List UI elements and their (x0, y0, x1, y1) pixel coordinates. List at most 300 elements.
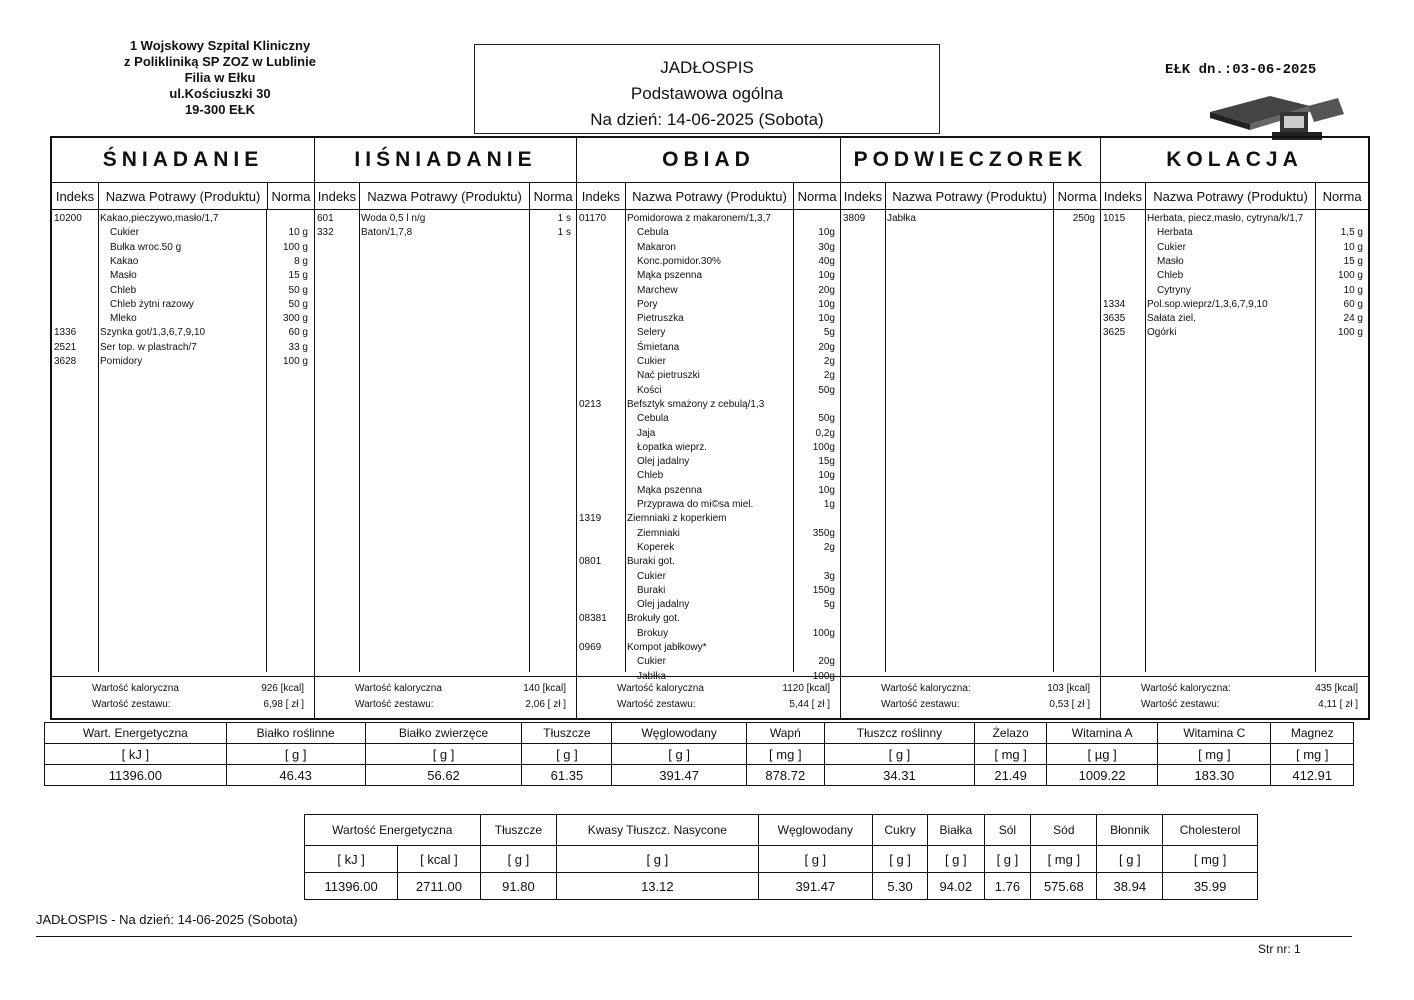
nutrition-cell: [ g ] (480, 846, 557, 873)
hospital-line: 19-300 EŁK (184, 102, 256, 117)
item-index: 0213 (579, 398, 602, 410)
nutrition-cell: [ g ] (1097, 846, 1163, 873)
menu-item-row (577, 312, 840, 326)
menu-item-row (577, 412, 840, 426)
nutrition-cell: [ g ] (612, 744, 747, 765)
item-norm: 10g (818, 270, 835, 282)
item-norm: 24 g (1343, 313, 1363, 325)
item-norm: 60 g (288, 327, 308, 339)
item-name: Mleko (110, 313, 137, 325)
item-name: Masło (110, 270, 137, 282)
meal-summary (52, 676, 314, 719)
menu-item-row (577, 455, 840, 469)
nutrition-cell: Wartość Energetyczna (305, 815, 481, 846)
nutrition-cell: [ g ] (365, 744, 522, 765)
nutrition-row-headers (45, 723, 1354, 744)
column-header-index: Indeks (577, 183, 626, 209)
menu-item-row (577, 241, 840, 255)
meal-title: PODWIECZOREK (841, 138, 1100, 183)
summary-value: 1120 [kcal] (782, 683, 830, 694)
meal-title: OBIAD (577, 138, 840, 183)
item-norm: 5g (823, 327, 835, 339)
item-name: Ogórki (1147, 327, 1177, 339)
nutrition-cell: 34.31 (824, 765, 975, 786)
menu-item-row (577, 627, 840, 641)
menu-item-row (577, 427, 840, 441)
menu-item-row (577, 341, 840, 355)
item-norm: 8 g (294, 255, 308, 267)
menu-item-row (577, 284, 840, 298)
item-index: 08381 (579, 613, 607, 625)
nutrition-cell: [ mg ] (1031, 846, 1097, 873)
item-index: 2521 (54, 341, 77, 353)
item-norm: 50 g (288, 284, 308, 296)
summary-value: 926 [kcal] (261, 683, 304, 694)
item-norm: 10g (818, 298, 835, 310)
nutrition-cell: Tłuszcze (522, 723, 612, 744)
hospital-line: z Polikliniką SP ZOZ w Lublinie (124, 54, 316, 69)
item-norm: 20g (818, 656, 835, 668)
column-header-norm: Norma (1322, 188, 1362, 204)
item-norm: 10g (818, 313, 835, 325)
summary-value: 0,53 [ zł ] (1049, 699, 1090, 710)
nutrition-cell: Wapń (746, 723, 824, 744)
nutrition-cell: 2711.00 (398, 873, 480, 900)
meal-items (841, 210, 1100, 672)
summary-label: Wartość kaloryczna (92, 683, 179, 694)
meal-items (1101, 210, 1368, 672)
item-name: Cebula (637, 413, 669, 425)
nutrition-cell: 183.30 (1158, 765, 1271, 786)
menu-item-row (577, 655, 840, 669)
nutrition-cell: Witamina C (1158, 723, 1271, 744)
menu-item-row (577, 512, 840, 526)
item-name: Cukier (637, 570, 666, 582)
item-norm: 15 g (1343, 255, 1363, 267)
meal-title: IIŚNIADANIE (315, 138, 576, 183)
menu-item-row (577, 612, 840, 626)
item-name: Pory (637, 298, 658, 310)
meal-summary (315, 676, 576, 719)
page-number: Str nr: 1 (1258, 942, 1301, 956)
item-norm: 100 g (1337, 327, 1363, 339)
item-index: 601 (317, 213, 334, 224)
nutrition-cell: 61.35 (522, 765, 612, 786)
meal-summary (577, 676, 840, 719)
item-name: Marchew (637, 284, 678, 296)
meal-column-kolacja (1100, 138, 1368, 718)
meal-column-ii-sniadanie (314, 138, 576, 718)
item-name: Cukier (1157, 241, 1186, 253)
item-name: Pomidorowa z makaronem/1,3,7 (627, 213, 771, 224)
column-divider (529, 210, 530, 672)
column-header-norm: Norma (797, 188, 837, 204)
nutrition-cell: 878.72 (746, 765, 824, 786)
item-norm: 3g (823, 570, 835, 582)
item-name: Cytryny (1157, 284, 1191, 296)
menu-date: Na dzień: 14-06-2025 (Sobota) (590, 110, 824, 129)
item-norm: 50 g (288, 298, 308, 310)
menu-item-row (577, 584, 840, 598)
nutrition-cell: 46.43 (226, 765, 365, 786)
menu-item-row (577, 369, 840, 383)
item-norm: 350g (812, 527, 835, 539)
nutrition-cell: 5.30 (873, 873, 928, 900)
diet-name: Podstawowa ogólna (630, 84, 784, 103)
item-name: Cukier (637, 656, 666, 668)
nutrition-cell: Sól (984, 815, 1031, 846)
summary-value: 140 [kcal] (523, 683, 566, 694)
menu-item-row (577, 298, 840, 312)
nutrition-cell: [ kJ ] (45, 744, 227, 765)
footer-title: JADŁOSPIS - Na dzień: 14-06-2025 (Sobota) (36, 912, 298, 927)
item-norm: 1 s (557, 213, 571, 224)
nutrition-cell: [ mg ] (1158, 744, 1271, 765)
nutrition-cell: 1.76 (984, 873, 1031, 900)
menu-item-row (1101, 255, 1368, 269)
item-index: 1319 (579, 513, 602, 525)
item-norm: 2g (823, 541, 835, 553)
summary-label: Wartość zestawu: (617, 699, 696, 710)
menu-item-row (1101, 284, 1368, 298)
nutrition-cell: Białko roślinne (226, 723, 365, 744)
item-name: Jaja (637, 427, 656, 439)
title-box (474, 44, 940, 134)
item-name: Befsztyk smażony z cebulą/1,3 (627, 398, 765, 410)
nutrition-cell: [ g ] (984, 846, 1031, 873)
column-divider (1053, 210, 1054, 672)
menu-item-row (52, 341, 314, 355)
menu-grid (50, 136, 1370, 720)
item-norm: 10 g (288, 227, 308, 239)
column-headers (1101, 183, 1368, 210)
menu-item-row (1101, 212, 1368, 226)
nutrition-cell: [ mg ] (1163, 846, 1258, 873)
item-norm: 2g (823, 370, 835, 382)
meal-items (315, 210, 576, 672)
meal-column-obiad (576, 138, 840, 718)
item-norm: 100g (812, 441, 835, 453)
item-index: 3625 (1103, 327, 1126, 339)
item-norm: 100 g (282, 356, 308, 367)
item-index: 1334 (1103, 298, 1126, 310)
nutrition-cell: [ µg ] (1047, 744, 1158, 765)
item-name: Olej jadalny (637, 599, 690, 611)
item-name: Chleb (637, 470, 664, 482)
item-name: Brokuły got. (627, 613, 680, 625)
menu-item-row (52, 326, 314, 340)
summary-label: Wartość kaloryczna: (881, 683, 971, 694)
item-name: Ziemniaki z koperkiem (627, 513, 727, 525)
item-name: Łopatka wieprz. (637, 441, 708, 453)
nutrition-cell: 391.47 (758, 873, 873, 900)
nutrition-cell: [ g ] (824, 744, 975, 765)
column-header-index: Indeks (1101, 183, 1146, 209)
item-name: Konc.pomidor.30% (637, 255, 721, 267)
nutrition-cell: Witamina A (1047, 723, 1158, 744)
item-norm: 10 g (1343, 284, 1363, 296)
menu-item-row (577, 527, 840, 541)
item-name: Śmietana (637, 341, 680, 353)
item-norm: 20g (818, 341, 835, 353)
column-header-norm: Norma (533, 188, 573, 204)
column-headers (52, 183, 314, 210)
nutrition-row-values (305, 873, 1258, 900)
item-name: Ziemniaki (637, 527, 680, 539)
item-name: Kompot jabłkowy* (627, 642, 707, 653)
summary-value: 6,98 [ zł ] (263, 699, 304, 710)
column-divider (885, 210, 886, 672)
item-name: Buraki (637, 584, 666, 596)
summary-label: Wartość zestawu: (1141, 699, 1220, 710)
item-index: 0969 (579, 642, 602, 653)
menu-item-row (52, 355, 314, 369)
item-norm: 10g (818, 227, 835, 239)
item-name: Mąka pszenna (637, 484, 703, 496)
menu-item-row (52, 255, 314, 269)
menu-item-row (577, 555, 840, 569)
hospital-address (90, 38, 350, 118)
summary-label: Wartość kaloryczna: (1141, 683, 1231, 694)
nutrition-cell: Białka (927, 815, 984, 846)
nutrition-cell: Cholesterol (1163, 815, 1258, 846)
menu-item-row (1101, 298, 1368, 312)
item-name: Szynka got/1,3,6,7,9,10 (100, 327, 206, 339)
menu-item-row (1101, 326, 1368, 340)
menu-item-row (52, 298, 314, 312)
item-index: 01170 (579, 213, 607, 224)
column-header-index: Indeks (841, 183, 886, 209)
menu-item-row (1101, 312, 1368, 326)
item-index: 3809 (843, 213, 866, 224)
menu-item-row (52, 212, 314, 226)
nutrition-row-values (45, 765, 1354, 786)
item-norm: 33 g (288, 341, 308, 353)
item-name: Przyprawa do mi©sa miel. (637, 499, 754, 510)
column-header-name: Nazwa Potrawy (Produktu) (626, 183, 794, 209)
nutrition-cell: [ mg ] (1271, 744, 1354, 765)
nutrition-cell: 13.12 (557, 873, 758, 900)
nutrition-cell: Sód (1031, 815, 1097, 846)
item-norm: 150g (812, 584, 835, 596)
hospital-line: ul.Kościuszki 30 (169, 86, 271, 101)
item-norm: 100g (812, 670, 835, 682)
item-norm: 2g (823, 356, 835, 367)
column-headers (577, 183, 840, 210)
item-norm: 250g (1072, 213, 1095, 224)
item-norm: 50g (818, 384, 835, 396)
column-header-index: Indeks (315, 183, 360, 209)
footer-divider (36, 936, 1352, 937)
nutrition-row-headers (305, 815, 1258, 846)
nutrition-cell: 91.80 (480, 873, 557, 900)
nutrition-cell: Tłuszcz roślinny (824, 723, 975, 744)
nutrition-cell: 11396.00 (45, 765, 227, 786)
menu-item-row (1101, 269, 1368, 283)
item-name: Selery (637, 327, 666, 339)
summary-label: Wartość zestawu: (92, 699, 171, 710)
summary-label: Wartość kaloryczna (355, 683, 442, 694)
menu-item-row (52, 226, 314, 240)
item-norm: 0,2g (815, 427, 835, 439)
nutrition-cell: [ g ] (557, 846, 758, 873)
menu-item-row (577, 441, 840, 455)
item-name: Kakao (110, 255, 139, 267)
summary-value: 4,11 [ zł ] (1318, 699, 1358, 710)
menu-item-row (577, 469, 840, 483)
item-norm: 300 g (282, 313, 308, 325)
item-norm: 30g (818, 241, 835, 253)
menu-item-row (577, 498, 840, 512)
menu-item-row (1101, 241, 1368, 255)
item-name: Ser top. w plastrach/7 (100, 341, 197, 353)
print-date: EŁK dn.:03-06-2025 (1165, 62, 1317, 78)
nutrition-cell: 35.99 (1163, 873, 1258, 900)
item-index: 1336 (54, 327, 77, 339)
nutrition-cell: Węglowodany (758, 815, 873, 846)
meal-title: ŚNIADANIE (52, 138, 314, 183)
nutrition-cell: [ kJ ] (305, 846, 398, 873)
item-name: Cukier (110, 227, 139, 239)
nutrition-cell: [ g ] (226, 744, 365, 765)
meal-summary (841, 676, 1100, 719)
menu-item-row (1101, 226, 1368, 240)
item-name: Pietruszka (637, 313, 684, 325)
nutrition-cell: Białko zwierzęce (365, 723, 522, 744)
item-name: Pol.sop.wieprz/1,3,6,7,9,10 (1147, 298, 1268, 310)
menu-item-row (52, 269, 314, 283)
nutrition-cell: 94.02 (927, 873, 984, 900)
meal-summary (1101, 676, 1368, 719)
nutrition-cell: 1009.22 (1047, 765, 1158, 786)
column-header-name: Nazwa Potrawy (Produktu) (1146, 183, 1316, 209)
menu-item-row (577, 570, 840, 584)
item-name: Buraki got. (627, 556, 675, 568)
nutrition-cell: [ mg ] (975, 744, 1047, 765)
item-name: Olej jadalny (637, 456, 690, 468)
item-name: Brokuy (637, 627, 669, 639)
nutrition-cell: Kwasy Tłuszcz. Nasycone (557, 815, 758, 846)
item-norm: 10 g (1343, 241, 1363, 253)
nutrition-cell: [ g ] (758, 846, 873, 873)
item-norm: 100 g (282, 241, 308, 253)
item-name: Kakao,pieczywo,masło/1,7 (100, 213, 219, 224)
item-norm: 10g (818, 470, 835, 482)
item-name: Chleb żytni razowy (110, 298, 194, 310)
item-norm: 1 s (557, 227, 571, 239)
menu-item-row (577, 355, 840, 369)
nutrition-cell: Węglowodany (612, 723, 747, 744)
menu-item-row (577, 398, 840, 412)
item-norm: 10g (818, 484, 835, 496)
item-name: Cebula (637, 227, 669, 239)
item-norm: 100 g (1337, 270, 1363, 282)
item-norm: 20g (818, 284, 835, 296)
nutrition-row-units (305, 846, 1258, 873)
menu-item-row (577, 384, 840, 398)
menu-item-row (315, 212, 576, 226)
nutrition-cell: Tłuszcze (480, 815, 557, 846)
menu-item-row (577, 598, 840, 612)
column-header-norm: Norma (1057, 188, 1097, 204)
nutrition-cell: Cukry (873, 815, 928, 846)
item-norm: 15g (818, 456, 835, 468)
nutrition-cell: [ mg ] (746, 744, 824, 765)
nutrition-cell: [ g ] (927, 846, 984, 873)
summary-label: Wartość kaloryczna (617, 683, 704, 694)
menu-item-row (577, 484, 840, 498)
item-name: Jabłka (887, 213, 916, 224)
item-name: Chleb (110, 284, 137, 296)
item-name: Sałata ziel. (1147, 313, 1196, 325)
meal-items (52, 210, 314, 672)
nutrition-cell: [ g ] (522, 744, 612, 765)
menu-item-row (52, 241, 314, 255)
column-header-name: Nazwa Potrawy (Produktu) (886, 183, 1054, 209)
hospital-line: Filia w Ełku (184, 70, 256, 85)
item-index: 0801 (579, 556, 602, 568)
nutrition-cell: Żelazo (975, 723, 1047, 744)
item-name: Baton/1,7,8 (361, 227, 413, 239)
nutrition-cell: [ g ] (873, 846, 928, 873)
summary-value: 2,06 [ zł ] (525, 699, 566, 710)
column-header-index: Indeks (52, 183, 99, 209)
menu-item-row (577, 541, 840, 555)
column-header-name: Nazwa Potrawy (Produktu) (99, 183, 268, 209)
meal-title: KOLACJA (1101, 138, 1368, 183)
item-index: 1015 (1103, 213, 1126, 224)
nutrition-cell: Błonnik (1097, 815, 1163, 846)
column-header-name: Nazwa Potrawy (Produktu) (360, 183, 530, 209)
meal-column-sniadanie (52, 138, 314, 718)
item-name: Herbata (1157, 227, 1193, 239)
menu-item-row (52, 312, 314, 326)
item-norm: 5g (823, 599, 835, 611)
menu-item-row (577, 641, 840, 655)
item-name: Herbata, piecz,masło, cytryna/k/1,7 (1147, 213, 1304, 224)
summary-value: 103 [kcal] (1047, 683, 1090, 694)
column-header-norm: Norma (271, 188, 311, 204)
menu-item-row (52, 284, 314, 298)
summary-label: Wartość zestawu: (355, 699, 434, 710)
nutrition-cell: Wart. Energetyczna (45, 723, 227, 744)
item-norm: 15 g (288, 270, 308, 282)
column-headers (315, 183, 576, 210)
item-index: 10200 (54, 213, 82, 224)
column-headers (841, 183, 1100, 210)
nutrition-cell: 38.94 (1097, 873, 1163, 900)
item-name: Pomidory (100, 356, 143, 367)
nutrition-cell: Magnez (1271, 723, 1354, 744)
item-norm: 1,5 g (1340, 227, 1363, 239)
item-name: Mąka pszenna (637, 270, 703, 282)
item-name: Chleb (1157, 270, 1184, 282)
item-name: Kości (637, 384, 662, 396)
nutrition-cell: 391.47 (612, 765, 747, 786)
nutrition-row-units (45, 744, 1354, 765)
nutrition-cell: 575.68 (1031, 873, 1097, 900)
summary-value: 5,44 [ zł ] (789, 699, 830, 710)
item-name: Cukier (637, 356, 666, 367)
item-name: Koperek (637, 541, 675, 553)
item-name: Masło (1157, 255, 1184, 267)
item-norm: 1g (823, 499, 835, 510)
menu-item-row (841, 212, 1100, 226)
item-name: Nać pietruszki (637, 370, 700, 382)
doc-title: JADŁOSPIS (660, 58, 754, 77)
item-index: 332 (317, 227, 334, 239)
menu-item-row (577, 212, 840, 226)
